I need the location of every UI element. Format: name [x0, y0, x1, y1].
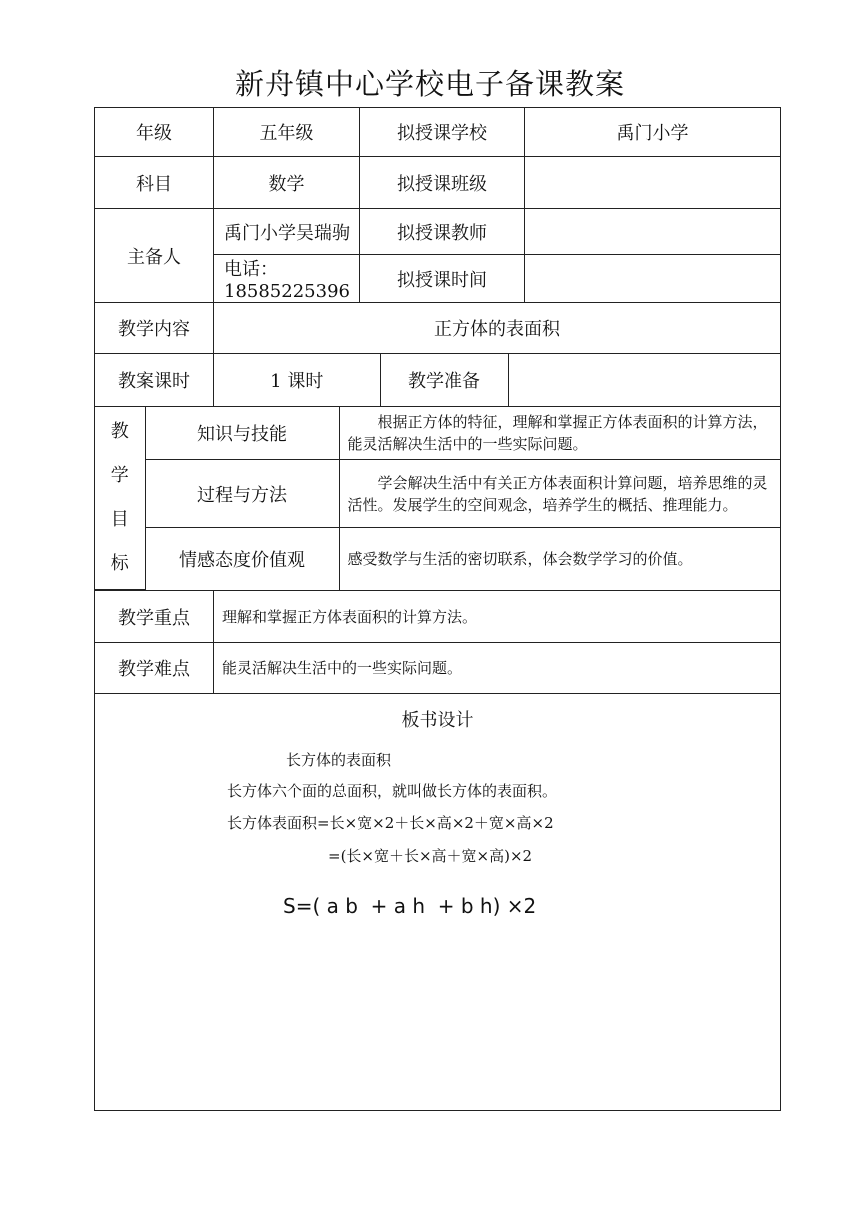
prep-label: 教学准备 — [380, 354, 508, 406]
time-value — [525, 255, 781, 303]
board-line-3: 长方体表面积=长×宽×2＋长×高×2＋宽×高×2 — [227, 814, 554, 832]
preparer-value: 禹门小学吴瑞驹 — [214, 209, 360, 255]
board-line-1: 长方体的表面积 — [286, 751, 392, 769]
page-title: 新舟镇中心学校电子备课教案 — [234, 67, 625, 101]
subject-label: 科目 — [95, 157, 214, 209]
school-label: 拟授课学校 — [360, 108, 525, 157]
class-value — [525, 157, 781, 209]
subject-value: 数学 — [214, 157, 360, 209]
key-label: 教学重点 — [95, 591, 214, 643]
hours-subtable — [214, 354, 780, 406]
difficulty-label: 教学难点 — [95, 643, 214, 694]
emotion-label: 情感态度价值观 — [145, 528, 339, 590]
key-text: 理解和掌握正方体表面积的计算方法。 — [214, 591, 781, 643]
process-text: 学会解决生活中有关正方体表面积计算问题，培养思维的灵活性。发展学生的空间观念，培养学生的概括、推理能力。 — [339, 460, 780, 528]
board-title: 板书设计 — [401, 710, 474, 731]
teacher-label: 拟授课教师 — [360, 209, 525, 255]
row-content — [95, 303, 781, 354]
objectives-label — [95, 407, 145, 590]
objectives-char-4: 标 — [110, 553, 129, 574]
board-design — [95, 694, 781, 1111]
content-value: 正方体的表面积 — [214, 303, 781, 354]
objectives-char-1: 教 — [110, 421, 129, 442]
grade-value: 五年级 — [214, 108, 360, 157]
process-label: 过程与方法 — [145, 460, 339, 528]
objectives-subtable — [95, 407, 780, 590]
phone-value: 电话：18585225396 — [214, 255, 360, 303]
hours-value: 1 课时 — [214, 354, 380, 406]
objectives-char-3: 目 — [110, 509, 129, 530]
school-value: 禹门小学 — [525, 108, 781, 157]
row-key-point — [95, 591, 781, 643]
content-label: 教学内容 — [95, 303, 214, 354]
preparer-label: 主备人 — [95, 209, 214, 303]
emotion-text: 感受数学与生活的密切联系，体会数学学习的价值。 — [339, 528, 780, 590]
board-line-4: =(长×宽＋长×高＋宽×高)×2 — [328, 847, 533, 865]
row-board — [95, 694, 781, 1111]
class-label: 拟授课班级 — [360, 157, 525, 209]
lesson-plan-table — [94, 107, 781, 1111]
row-difficulty — [95, 643, 781, 694]
row-grade — [95, 108, 781, 157]
hours-label: 教案课时 — [95, 354, 214, 407]
grade-label: 年级 — [95, 108, 214, 157]
row-preparer — [95, 209, 781, 255]
knowledge-text: 根据正方体的特征，理解和掌握正方体表面积的计算方法，能灵活解决生活中的一些实际问题。 — [339, 407, 780, 460]
knowledge-label: 知识与技能 — [145, 407, 339, 460]
row-objectives — [95, 407, 781, 591]
area-formula: S=( a b + a h + b h) ×2 — [283, 894, 537, 918]
row-hours — [95, 354, 781, 407]
prep-value — [508, 354, 780, 406]
board-line-2: 长方体六个面的总面积，就叫做长方体的表面积。 — [227, 782, 558, 800]
row-subject — [95, 157, 781, 209]
time-label: 拟授课时间 — [360, 255, 525, 303]
difficulty-text: 能灵活解决生活中的一些实际问题。 — [214, 643, 781, 694]
objectives-char-2: 学 — [110, 465, 129, 486]
teacher-value — [525, 209, 781, 255]
